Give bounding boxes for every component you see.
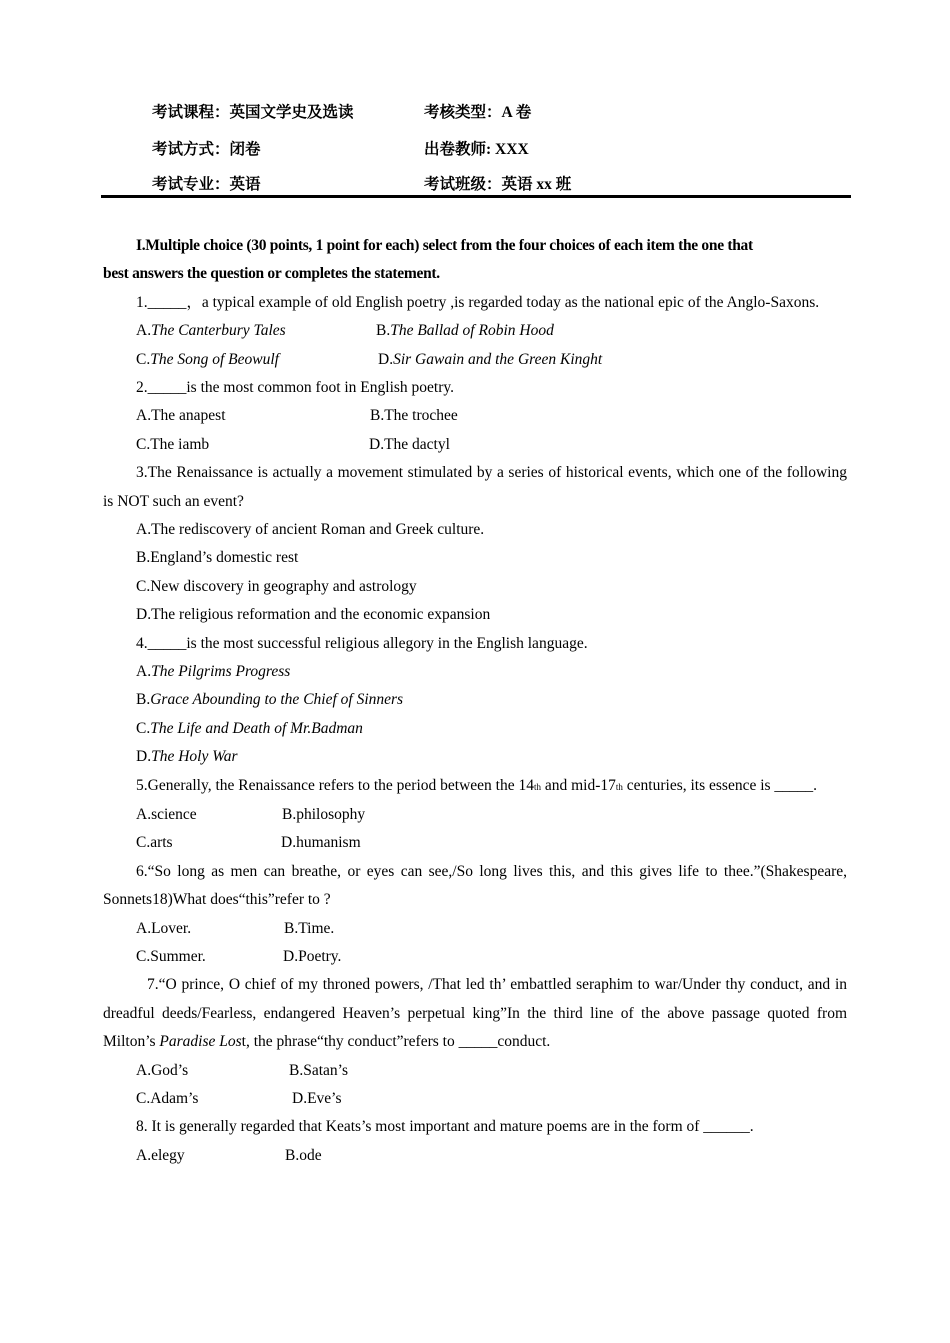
q6-option-b: B.Time. <box>284 919 335 937</box>
question-1-options-ab <box>103 317 847 345</box>
q8-option-b: B.ode <box>285 1146 322 1164</box>
teacher-value: : XXX <box>486 141 529 158</box>
q4-option-b: B.Grace Abounding to the Chief of Sinners <box>136 691 404 709</box>
q5-option-d: D.humanism <box>281 834 361 852</box>
teacher-field <box>424 140 529 160</box>
q5-option-b: B.philosophy <box>282 806 366 824</box>
q7-option-d: D.Eve’s <box>292 1090 342 1108</box>
question-2-options-ab <box>103 402 847 430</box>
question-7-stem: 7.“O prince, O chief of my throned powers, /That led th’ embattled seraphim to war/Under thy conduct, and in dreadful deeds/Fearless, endangered Heaven’s perpetual king”In the third line of the above passage quoted from Milton’s Paradise Lost, the phrase“thy conduct”refers to _____conduct. <box>103 976 847 1051</box>
q4-option-a: A.The Pilgrims Progress <box>136 663 291 681</box>
question-8-stem: 8. It is generally regarded that Keats’s most important and mature poems are in the form of ______. <box>136 1118 754 1136</box>
question-8-options-ab <box>103 1142 847 1170</box>
class-value: 英语 xx 班 <box>501 176 572 193</box>
class-label: 考试班级： <box>424 176 502 193</box>
question-2-stem: 2._____is the most common foot in English poetry. <box>136 379 455 396</box>
major-label: 考试专业： <box>152 176 230 193</box>
q6-option-a: A.Lover. <box>136 919 192 937</box>
q5-option-c: C.arts <box>136 834 173 852</box>
q1-option-d: D.Sir Gawain and the Green Kinght <box>378 350 603 368</box>
question-list <box>103 232 847 1170</box>
question-7-options-ab <box>103 1057 847 1085</box>
class-field <box>424 175 571 195</box>
type-label: 考核类型： <box>424 104 502 121</box>
course-value: 英国文学史及选读 <box>229 104 354 121</box>
question-3-stem: 3.The Renaissance is actually a movement stimulated by a series of historical events, which one of the following is NOT such an event? <box>103 464 847 510</box>
question-7-options-cd <box>103 1085 847 1113</box>
method-value: 闭卷 <box>229 141 261 158</box>
question-4-stem: 4._____is the most successful religious allegory in the English language. <box>136 634 588 652</box>
q6-option-d: D.Poetry. <box>283 948 342 966</box>
method-label: 考试方式： <box>152 141 230 158</box>
q8-option-a: A.elegy <box>136 1146 185 1164</box>
course-field <box>152 103 354 123</box>
question-6-stem: 6.“So long as men can breathe, or eyes can see,/So long lives this, and this gives life to thee.”(Shakespeare, Sonnets18)What does“this”refer to ? <box>103 862 847 909</box>
q2-option-a: A.The anapest <box>136 407 226 425</box>
section-title-line2: best answers the question or completes the statement. <box>103 265 440 283</box>
header-divider <box>101 195 851 198</box>
section-title-line1: I.Multiple choice (30 points, 1 point for each) select from the four choices of each item the one that <box>136 237 753 254</box>
q3-option-a: A.The rediscovery of ancient Roman and Greek culture. <box>136 521 485 538</box>
q5-option-a: A.science <box>136 806 197 824</box>
q4-option-d: D.The Holy War <box>136 748 238 766</box>
q7-option-a: A.God’s <box>136 1061 189 1079</box>
q6-option-c: C.Summer. <box>136 948 206 966</box>
question-6-options-cd <box>103 943 847 971</box>
question-5-options-ab <box>103 801 847 829</box>
question-2-options-cd <box>103 431 847 459</box>
type-value: A 卷 <box>501 104 532 121</box>
question-5-options-cd <box>103 829 847 857</box>
q1-option-c: C.The Song of Beowulf <box>136 350 279 368</box>
q4-option-c: C.The Life and Death of Mr.Badman <box>136 719 363 737</box>
q2-option-c: C.The iamb <box>136 435 210 453</box>
question-1-options-cd <box>103 346 847 374</box>
major-value: 英语 <box>229 176 261 193</box>
major-field <box>152 175 261 195</box>
method-field <box>152 140 261 160</box>
q3-option-b: B.England’s domestic rest <box>136 549 299 567</box>
q3-option-c: C.New discovery in geography and astrology <box>136 577 417 595</box>
question-1-stem: 1._____，a typical example of old English poetry ,is regarded today as the national epic of the Anglo-Saxons. <box>136 293 820 311</box>
q7-option-c: C.Adam’s <box>136 1090 199 1108</box>
q2-option-b: B.The trochee <box>370 407 458 425</box>
q1-option-b: B.The Ballad of Robin Hood <box>376 322 554 340</box>
q3-option-d: D.The religious reformation and the economic expansion <box>136 606 491 624</box>
course-label: 考试课程： <box>152 104 230 121</box>
type-field <box>424 103 531 123</box>
q7-option-b: B.Satan’s <box>289 1061 348 1079</box>
teacher-label: 出卷教师 <box>424 141 487 158</box>
q1-option-a: A.The Canterbury Tales <box>136 322 286 340</box>
question-6-options-ab <box>103 915 847 943</box>
q2-option-d: D.The dactyl <box>369 435 450 453</box>
question-5-stem: 5.Generally, the Renaissance refers to the period between the 14th and mid-17th centuries, its essence is _____. <box>136 776 818 794</box>
